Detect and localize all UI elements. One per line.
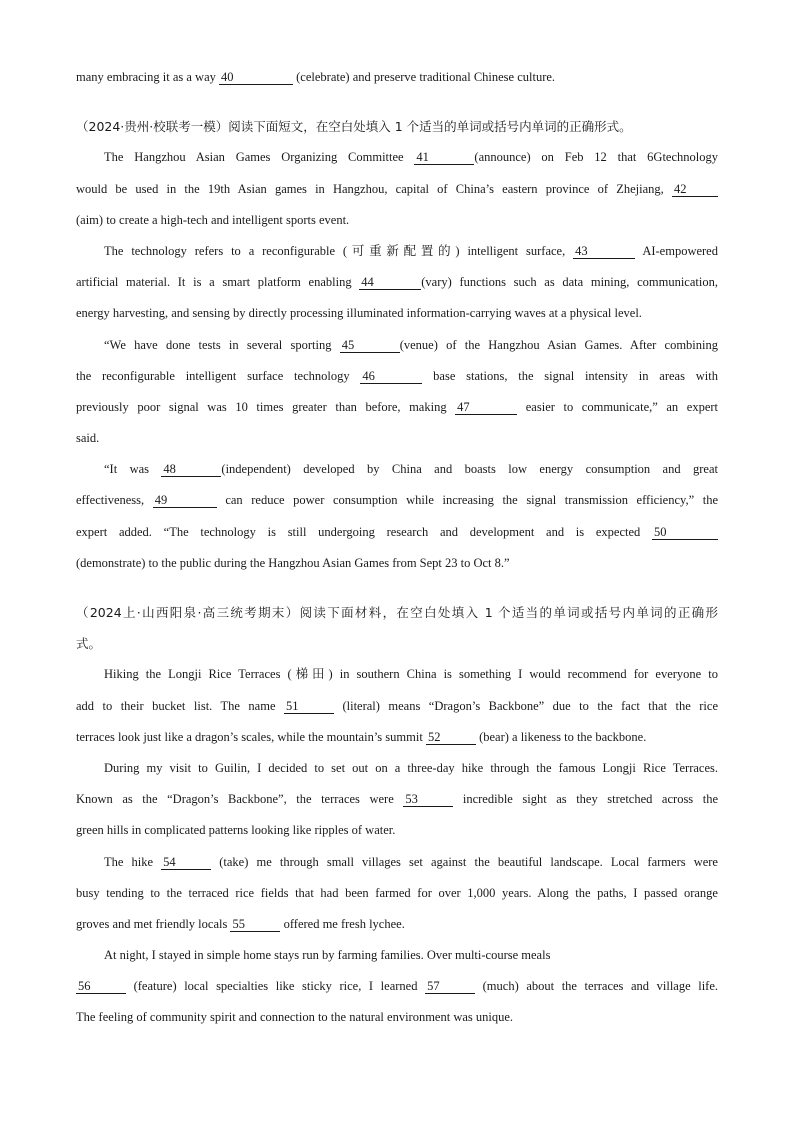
- text-line: [76, 815, 718, 846]
- section-heading-line: [76, 628, 718, 659]
- answer-blank[interactable]: 48: [161, 462, 221, 477]
- line-text: would be used in the 19th Asian games in Hangzhou, capital of China’s eastern province of Zhejiang,: [76, 181, 672, 196]
- text-line: [76, 691, 718, 722]
- line-text-after: (much) about the terraces and village life.: [475, 979, 718, 994]
- answer-blank[interactable]: 56: [76, 979, 126, 994]
- line-text: the reconfigurable intelligent surface technology: [76, 368, 361, 383]
- text-line: [76, 1002, 718, 1033]
- text-line: [76, 517, 718, 548]
- line-text-after: (take) me through small villages set against the beautiful landscape. Local farmers were: [211, 854, 718, 869]
- text-line: [76, 62, 718, 93]
- answer-blank[interactable]: 50: [652, 525, 718, 540]
- text-line: [76, 485, 718, 516]
- line-text: energy harvesting, and sensing by directly processing illuminated information-carrying waves at a physical level.: [76, 306, 642, 321]
- line-text: The hike: [104, 854, 162, 869]
- text-line: [76, 940, 718, 971]
- answer-blank[interactable]: 51: [284, 699, 334, 714]
- text-line: [76, 784, 718, 815]
- text-line: [76, 878, 718, 909]
- line-text: previously poor signal was 10 times greater than before, making: [76, 399, 456, 414]
- line-text-after: (feature) local specialties like sticky rice, I learned: [126, 979, 426, 994]
- line-text: “We have done tests in several sporting: [104, 337, 340, 352]
- line-text: add to their bucket list. The name: [76, 698, 284, 713]
- line-text-after: (vary) functions such as data mining, communication,: [421, 275, 718, 290]
- line-text-after: easier to communicate,” an expert: [517, 399, 718, 414]
- line-text-after: base stations, the signal intensity in areas with: [422, 368, 718, 383]
- text-line: [76, 142, 718, 173]
- line-text-after: offered me fresh lychee.: [280, 916, 405, 931]
- section-heading-line: [76, 597, 718, 628]
- line-text: many embracing it as a way: [76, 70, 220, 84]
- text-line: [76, 454, 718, 485]
- answer-blank[interactable]: 54: [161, 855, 211, 870]
- answer-blank[interactable]: 41: [414, 150, 474, 165]
- line-text: The Hangzhou Asian Games Organizing Committee: [104, 150, 415, 165]
- line-text-after: (independent) developed by China and boasts low energy consumption and great: [221, 462, 718, 477]
- answer-blank[interactable]: 47: [455, 400, 517, 415]
- line-text: “It was: [104, 462, 162, 477]
- answer-blank[interactable]: 43: [573, 244, 635, 259]
- line-text-after: (bear) a likeness to the backbone.: [475, 729, 647, 744]
- answer-blank[interactable]: 57: [425, 979, 475, 994]
- text-line: [76, 392, 718, 423]
- answer-blank[interactable]: 53: [403, 792, 453, 807]
- text-line: [76, 659, 718, 690]
- line-text: （2024·贵州·校联考一模）阅读下面短文，在空白处填入 1 个适当的单词或括号内单词的正确形式。: [76, 119, 632, 135]
- answer-blank[interactable]: 40: [219, 70, 293, 85]
- line-text: Known as the “Dragon’s Backbone”, the terraces were: [76, 792, 404, 807]
- text-line: [76, 971, 718, 1002]
- text-line: [76, 722, 718, 753]
- text-line: [76, 236, 718, 267]
- text-line: [76, 847, 718, 878]
- line-text-after: (announce) on Feb 12 that 6Gtechnology: [474, 150, 718, 165]
- text-line: [76, 753, 718, 784]
- line-text: busy tending to the terraced rice fields that had been farmed for over 1,000 years. Along the paths, I passed orange: [76, 885, 718, 900]
- answer-blank[interactable]: 44: [359, 275, 421, 290]
- answer-blank[interactable]: 46: [360, 369, 422, 384]
- line-text: terraces look just like a dragon’s scales, while the mountain’s summit: [76, 729, 426, 744]
- text-line: [76, 548, 718, 579]
- line-text-after: can reduce power consumption while increasing the signal transmission efficiency,” the: [216, 493, 718, 508]
- text-line: [76, 909, 718, 940]
- section-heading-line: [76, 111, 718, 142]
- line-text-after: (venue) of the Hangzhou Asian Games. After combining: [399, 337, 718, 352]
- line-text: artificial material. It is a smart platform enabling: [76, 275, 360, 290]
- line-text: 式。: [76, 636, 102, 652]
- section-gap: [76, 93, 718, 111]
- line-text-after: incredible sight as they stretched across the: [453, 792, 718, 807]
- text-line: [76, 267, 718, 298]
- line-text: effectiveness,: [76, 493, 153, 508]
- worksheet-page: [76, 62, 718, 1034]
- line-text: At night, I stayed in simple home stays run by farming families. Over multi-course meals: [104, 948, 551, 963]
- text-line: [76, 205, 718, 236]
- line-text-after: AI-empowered: [635, 243, 718, 258]
- section-gap: [76, 579, 718, 597]
- answer-blank[interactable]: 42: [672, 182, 718, 197]
- line-text: （2024上·山西阳泉·高三统考期末）阅读下面材料，在空白处填入 1 个适当的单词或括号内单词的正确形: [76, 605, 718, 620]
- line-text: groves and met friendly locals: [76, 916, 231, 931]
- line-text: (demonstrate) to the public during the Hangzhou Asian Games from Sept 23 to Oct 8.”: [76, 555, 510, 570]
- line-text: said.: [76, 431, 100, 446]
- line-text: green hills in complicated patterns looking like ripples of water.: [76, 823, 396, 838]
- line-text-after: (celebrate) and preserve traditional Chinese culture.: [293, 70, 556, 84]
- line-text: The technology refers to a reconfigurable (可重新配置的) intelligent surface,: [104, 243, 574, 258]
- answer-blank[interactable]: 55: [230, 917, 280, 932]
- text-line: [76, 361, 718, 392]
- line-text: The feeling of community spirit and connection to the natural environment was unique.: [76, 1010, 514, 1025]
- line-text: expert added. “The technology is still undergoing research and development and is expected: [76, 524, 652, 539]
- text-line: [76, 423, 718, 454]
- line-text: Hiking the Longji Rice Terraces (梯田) in southern China is something I would recommend for everyone to: [104, 667, 718, 682]
- answer-blank[interactable]: 49: [153, 493, 217, 508]
- text-line: [76, 330, 718, 361]
- line-text: During my visit to Guilin, I decided to set out on a three-day hike through the famous Longji Rice Terraces.: [104, 760, 718, 775]
- text-line: [76, 174, 718, 205]
- line-text-after: (literal) means “Dragon’s Backbone” due to the fact that the rice: [333, 698, 718, 713]
- text-line: [76, 298, 718, 329]
- line-text: (aim) to create a high-tech and intelligent sports event.: [76, 212, 350, 227]
- answer-blank[interactable]: 52: [426, 730, 476, 745]
- answer-blank[interactable]: 45: [340, 338, 400, 353]
